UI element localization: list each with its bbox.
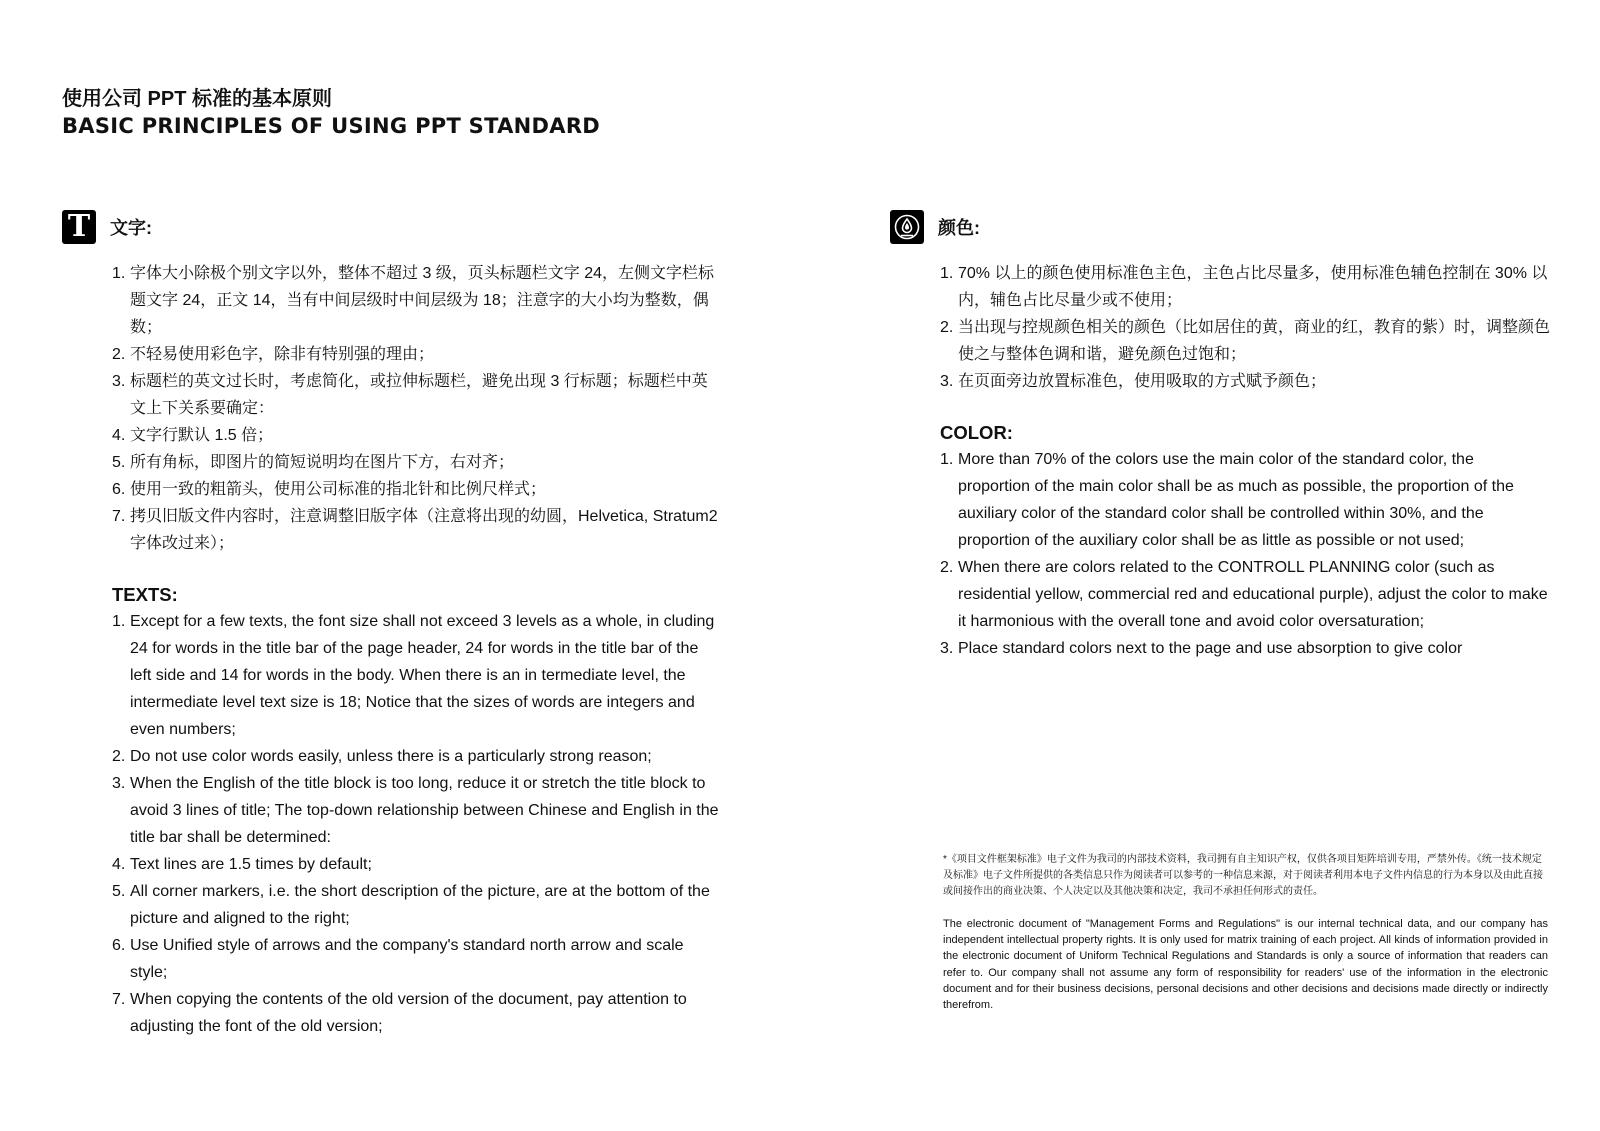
color-cn-list: [940, 260, 1550, 395]
list-item-number: 3.: [112, 373, 126, 390]
list-item-number: 1.: [112, 613, 126, 630]
list-item-number: 6.: [112, 481, 126, 498]
texts-en-list: [112, 608, 722, 1040]
list-item: [112, 341, 722, 368]
color-drop-icon: [890, 210, 924, 244]
list-item-text: Place standard colors next to the page and use absorption to give color: [958, 640, 1463, 657]
list-item: [112, 260, 722, 341]
list-item-text: Except for a few texts, the font size shall not exceed 3 levels as a whole, in cluding 24 for words in the title bar of the page header, 24 for words in the title bar of the left side and 14 for words in the body. When there is an in termediate level, the intermediate level text size is 18; Notice that the sizes of words are integers and even numbers;: [130, 613, 715, 738]
list-item-number: 3.: [940, 640, 954, 657]
list-item-text: 字体大小除极个别文字以外，整体不超过 3 级，页头标题栏文字 24，左侧文字栏标题文字 24，正文 14，当有中间层级时中间层级为 18；注意字的大小均为整数，偶数；: [130, 265, 715, 336]
list-item: [112, 878, 722, 932]
list-item-text: All corner markers, i.e. the short description of the picture, are at the bottom of the picture and aligned to the right;: [130, 883, 710, 927]
texts-section-title: 文字:: [110, 218, 152, 238]
list-item-number: 3.: [940, 373, 954, 390]
list-item: [940, 260, 1550, 314]
color-en-heading: COLOR:: [940, 422, 1013, 443]
list-item-number: 2.: [940, 319, 954, 336]
list-item-text: When there are colors related to the CONTROLL PLANNING color (such as residential yellow, commercial red and educational purple), adjust the color to make it harmonious with the overall tone and avoid color oversaturation;: [958, 559, 1548, 630]
texts-cn-list: [112, 260, 722, 557]
list-item-number: 5.: [112, 454, 126, 471]
texts-section-body: [112, 260, 722, 1040]
disclaimer-en: The electronic document of "Management Forms and Regulations" is our internal technical data, and our company has independent intellectual property rights. It is only used for matrix training of each project. All kinds of information provided in the electronic document of Uniform Technical Regulations and Standards is only a source of information that readers can refer to. Our company shall not assume any form of responsibility for readers' use of the information in the electronic document and for their business decisions, personal decisions and other decisions and decisions made directly or indirectly therefrom.: [943, 918, 1548, 1012]
list-item-number: 4.: [112, 856, 126, 873]
list-item: [112, 422, 722, 449]
list-item: [112, 986, 722, 1040]
list-item-number: 1.: [112, 265, 126, 282]
disclaimer: [943, 852, 1548, 1013]
texts-section: [62, 210, 722, 1040]
list-item-number: 1.: [940, 451, 954, 468]
list-item-text: 当出现与控规颜色相关的颜色（比如居住的黄，商业的红，教育的紫）时，调整颜色使之与整体色调和谐，避免颜色过饱和；: [958, 319, 1551, 363]
list-item-text: 不轻易使用彩色字，除非有特别强的理由；: [130, 346, 435, 363]
list-item: [940, 368, 1550, 395]
list-item-text: 所有角标，即图片的简短说明均在图片下方，右对齐；: [130, 454, 515, 471]
list-item-text: When copying the contents of the old version of the document, pay attention to adjusting the font of the old version;: [130, 991, 687, 1035]
list-item-number: 2.: [112, 748, 126, 765]
list-item-text: 使用一致的粗箭头，使用公司标准的指北针和比例尺样式；: [130, 481, 547, 498]
disclaimer-cn: *《项目文件框架标准》电子文件为我司的内部技术资料，我司拥有自主知识产权，仅供各项目矩阵培训专用，严禁外传。《统一技术规定及标准》电子文件所提供的各类信息只作为阅读者可以参考的一种信息来源，对于阅读者利用本电子文件内信息的行为本身以及由此直接或间接作出的商业决策、个人决定以及其他决策和决定，我司不承担任何形式的责任。: [943, 854, 1543, 897]
page-title-en: BASIC PRINCIPLES OF USING PPT STANDARD: [62, 114, 601, 138]
list-item: [940, 554, 1550, 635]
list-item: [112, 932, 722, 986]
color-en-list: [940, 446, 1550, 662]
list-item: [112, 449, 722, 476]
list-item-text: More than 70% of the colors use the main color of the standard color, the proportion of the main color shall be as much as possible, the proportion of the auxiliary color of the standard color shall be controlled within 30%, and the proportion of the auxiliary color shall be as little as possible or not used;: [958, 451, 1514, 549]
list-item-number: 2.: [940, 559, 954, 576]
color-section-body: [940, 260, 1550, 662]
letter-t-icon: T: [62, 210, 96, 244]
color-section: [890, 210, 1550, 662]
list-item-number: 2.: [112, 346, 126, 363]
list-item-text: 在页面旁边放置标准色，使用吸取的方式赋予颜色；: [958, 373, 1327, 390]
texts-section-header: [62, 210, 722, 244]
list-item-text: Do not use color words easily, unless there is a particularly strong reason;: [130, 748, 652, 765]
list-item-text: 拷贝旧版文件内容时，注意调整旧版字体（注意将出现的幼圆，Helvetica, Stratum2 字体改过来）；: [130, 508, 718, 552]
texts-en-heading: TEXTS:: [112, 584, 178, 605]
list-item-number: 7.: [112, 991, 126, 1008]
list-item-number: 1.: [940, 265, 954, 282]
page-title-cn: 使用公司 PPT 标准的基本原则: [62, 88, 333, 110]
page-header: [62, 86, 600, 140]
list-item-text: Use Unified style of arrows and the company's standard north arrow and scale style;: [130, 937, 684, 981]
list-item: [112, 770, 722, 851]
list-item: [940, 446, 1550, 554]
list-item: [112, 608, 722, 743]
list-item: [940, 314, 1550, 368]
color-section-header: [890, 210, 1550, 244]
list-item-number: 5.: [112, 883, 126, 900]
list-item-number: 3.: [112, 775, 126, 792]
list-item-number: 7.: [112, 508, 126, 525]
list-item-text: Text lines are 1.5 times by default;: [130, 856, 372, 873]
list-item: [112, 743, 722, 770]
color-drop-icon-graphic: [894, 214, 920, 240]
list-item: [112, 368, 722, 422]
list-item-number: 4.: [112, 427, 126, 444]
color-section-title: 颜色:: [938, 218, 980, 238]
list-item-text: 70% 以上的颜色使用标准色主色，主色占比尽量多，使用标准色辅色控制在 30% 以内，辅色占比尽量少或不使用；: [958, 265, 1548, 309]
list-item: [112, 476, 722, 503]
list-item-text: When the English of the title block is too long, reduce it or stretch the title block to avoid 3 lines of title; The top-down relationship between Chinese and English in the title bar shall be determined:: [130, 775, 719, 846]
list-item: [112, 851, 722, 878]
list-item-number: 6.: [112, 937, 126, 954]
list-item: [940, 635, 1550, 662]
list-item-text: 标题栏的英文过长时，考虑简化，或拉伸标题栏，避免出现 3 行标题；标题栏中英文上下关系要确定：: [130, 373, 708, 417]
list-item-text: 文字行默认 1.5 倍；: [130, 427, 274, 444]
list-item: [112, 503, 722, 557]
